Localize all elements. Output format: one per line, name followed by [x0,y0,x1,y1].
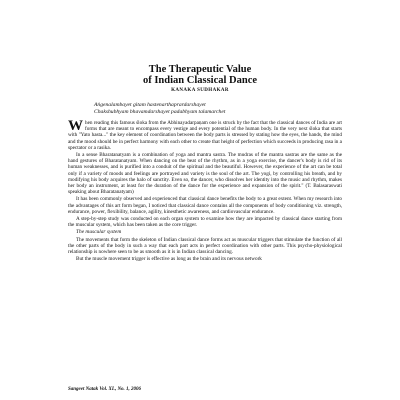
section-heading-muscular-system: The muscular system [76,229,122,236]
article-title-line-2: of Indian Classical Dance [142,75,258,86]
paragraph-1-text: hen reading this famous śloka from the Abhinayadarpaṇam one is struck by the fact that the classical dances of India are art forms that are meant to encompass every vestige and every potential of the human body. In the very next śloka that starts with "Yato hasta..." the key element of coordination between the body parts is stressed by stating how the eyes, the hands, the mind and the mood should be in perfect harmony with each other to create that height of perfection which succeeds in producing rasa in a spectator or a rasika. [68,120,342,151]
paragraph-6: But the muscle movement trigger is effective as long as the brain and its nervous network [76,256,262,263]
paragraph-4: A step-by-step study was conducted on each organ system to examine how they are impacted by classical dance starting from the muscular system, which has been taken as the core trigger. [68,216,342,229]
epigraph-verse [94,102,334,116]
verse-line-1: Aṅgenalambayet gitam hastenarthaprardarshayet [94,102,206,108]
verse-line-2: Chakshubhyam bhavamdarshayet padabhyam talamarchet [94,109,226,115]
drop-cap: W [68,118,83,134]
paragraph-2: In a sense Bharatanatyam is a combination of yoga and mantra sastra. The mudras of the mantra sastras are the same as the hand gestures of Bharatanatyam. When dancing on the beat of the rhythm, as in a yoga exercise, the dancer's body is rid of its human weaknesses, and is purified into a conduit of the spiritual and the beautiful. However, the experience of the art can be total only if a variety of moods and feelings are portrayed and variety is the soul of the art. The yogi, by controlling his breath, and by modifying his body acquires the halo of sanctity. Even so, the dancer, who dissolves her identity into the music and rhythm, makes her body an instrument, at least for the duration of the dance for the experience and expansion of the spirit." (T. Balasaraswati speaking about Bharatanatyam) [68,152,342,196]
article-title-line-1: The Therapeutic Value [148,64,252,75]
journal-footer: Sangeet Natak Vol. XL, No. 1, 2006 [68,387,142,392]
author-name: KANAKA SUDHAKAR [171,88,229,93]
paragraph-3: It has been commonly observed and experienced that classical dance benefits the body to a great extent. When my research into the advantages of this art form began, I noticed that classical dance contains all the components of body conditioning viz. strength, endurance, power, flexibility, balance, agility, kinesthetic awareness, and cardiovascular endurance. [68,196,342,215]
paragraph-1 [68,120,342,151]
paragraph-5: The movements that form the skeleton of Indian classical dance forms act as muscular triggers that stimulate the function of all the other parts of the body in such a way that each part acts in perfect coordination with other parts. This psycho-physiological relationship is nowhere seen to be as smooth as it is in Indian classical dancing. [68,236,342,256]
article-title [0,64,400,86]
article-body [68,120,342,263]
